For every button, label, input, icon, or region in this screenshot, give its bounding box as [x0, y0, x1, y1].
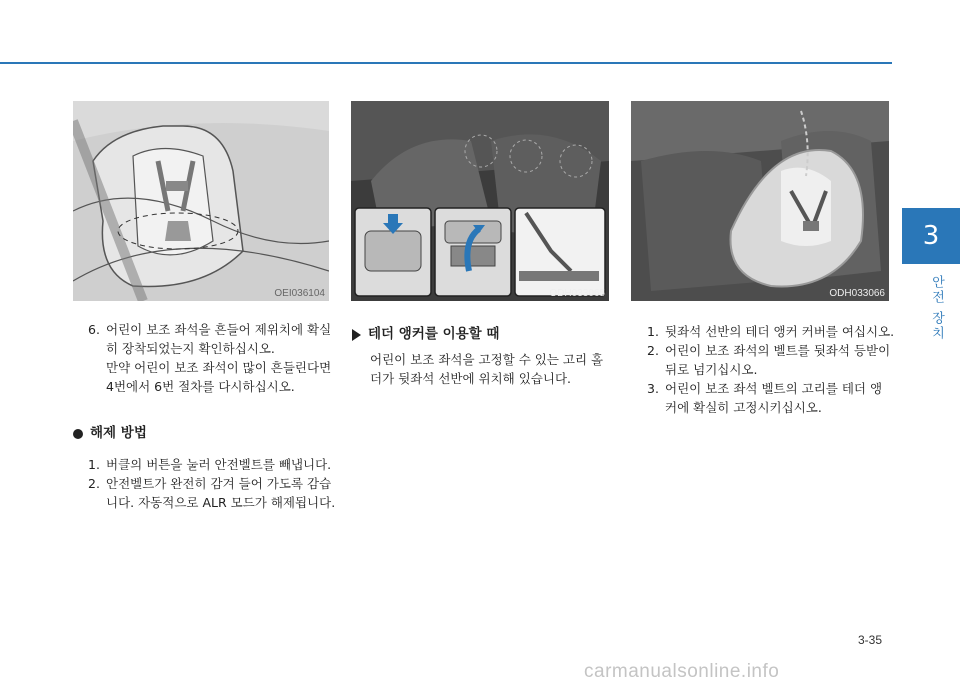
- figure-child-seat-tether: [631, 101, 889, 301]
- paragraph-line: 더가 뒷좌석 선반에 위치해 있습니다.: [370, 371, 571, 386]
- paragraph-line: 어린이 보조 좌석을 고정할 수 있는 고리 홀: [370, 352, 604, 367]
- step-line: 뒷좌석 선반의 테더 앵커 커버를 여십시오.: [665, 324, 895, 339]
- step-6: [88, 320, 338, 396]
- release-step-1: [88, 455, 338, 474]
- triangle-bullet-icon: [352, 329, 361, 341]
- tether-heading-text: 테더 앵커를 이용할 때: [368, 326, 500, 342]
- step-number: 3.: [647, 381, 659, 396]
- step-line: 안전벨트가 완전히 감겨 들어 가도록 감습: [106, 476, 332, 491]
- tether-heading: [352, 325, 499, 344]
- child-seat-illustration: [73, 101, 329, 301]
- step-line: 어린이 보조 좌석 벨트의 고리를 테더 앵: [665, 381, 883, 396]
- bullet-icon: [73, 429, 83, 439]
- rear-shelf-illustration: [351, 101, 609, 301]
- figure-tether-anchor-shelf: [351, 101, 609, 301]
- step-line: 니다. 자동적으로 ALR 모드가 해제됩니다.: [106, 495, 336, 510]
- step-number: 2.: [647, 343, 659, 358]
- release-heading: [73, 424, 147, 443]
- tether-step-1: [647, 322, 897, 341]
- step-number: 2.: [88, 476, 100, 491]
- tether-step-2: [647, 341, 897, 379]
- step-line: 4번에서 6번 절차를 다시하십시오.: [106, 379, 295, 394]
- step-line: 만약 어린이 보조 좌석이 많이 흔들린다면: [106, 360, 332, 375]
- step-number: 1.: [647, 324, 659, 339]
- chapter-number-tab[interactable]: 3: [902, 208, 960, 264]
- step-line: 히 장착되었는지 확인하십시오.: [106, 341, 275, 356]
- top-rule: [0, 62, 892, 64]
- child-seat-tether-illustration: [631, 101, 889, 301]
- figure-code: ODH033066: [829, 288, 885, 299]
- step-line: 어린이 보조 좌석의 벨트를 뒷좌석 등받이: [665, 343, 891, 358]
- step-number: 1.: [88, 457, 100, 472]
- release-steps: [88, 455, 338, 512]
- release-heading-text: 해제 방법: [90, 425, 147, 441]
- figure-child-seat-shake: [73, 101, 329, 301]
- step-number: 6.: [88, 322, 100, 337]
- release-step-2: [88, 474, 338, 512]
- page-number: 3-35: [858, 633, 883, 647]
- tether-step-3: [647, 379, 897, 417]
- watermark: carmanualsonline.info: [584, 661, 780, 682]
- step-line: 어린이 보조 좌석을 흔들어 제위치에 확실: [106, 322, 332, 337]
- figure-code: OEI036104: [274, 288, 325, 299]
- tether-paragraph: [370, 350, 615, 388]
- figure-code: ODH033065: [549, 288, 605, 299]
- step-line: 뒤로 넘기십시오.: [665, 362, 758, 377]
- step-line: 커에 확실히 고정시키십시오.: [665, 400, 822, 415]
- chapter-title: 안전 장치: [929, 275, 944, 342]
- left-column: [88, 320, 338, 396]
- right-column: [647, 322, 897, 417]
- step-line: 버클의 버튼을 눌러 안전벨트를 빼냅니다.: [106, 457, 332, 472]
